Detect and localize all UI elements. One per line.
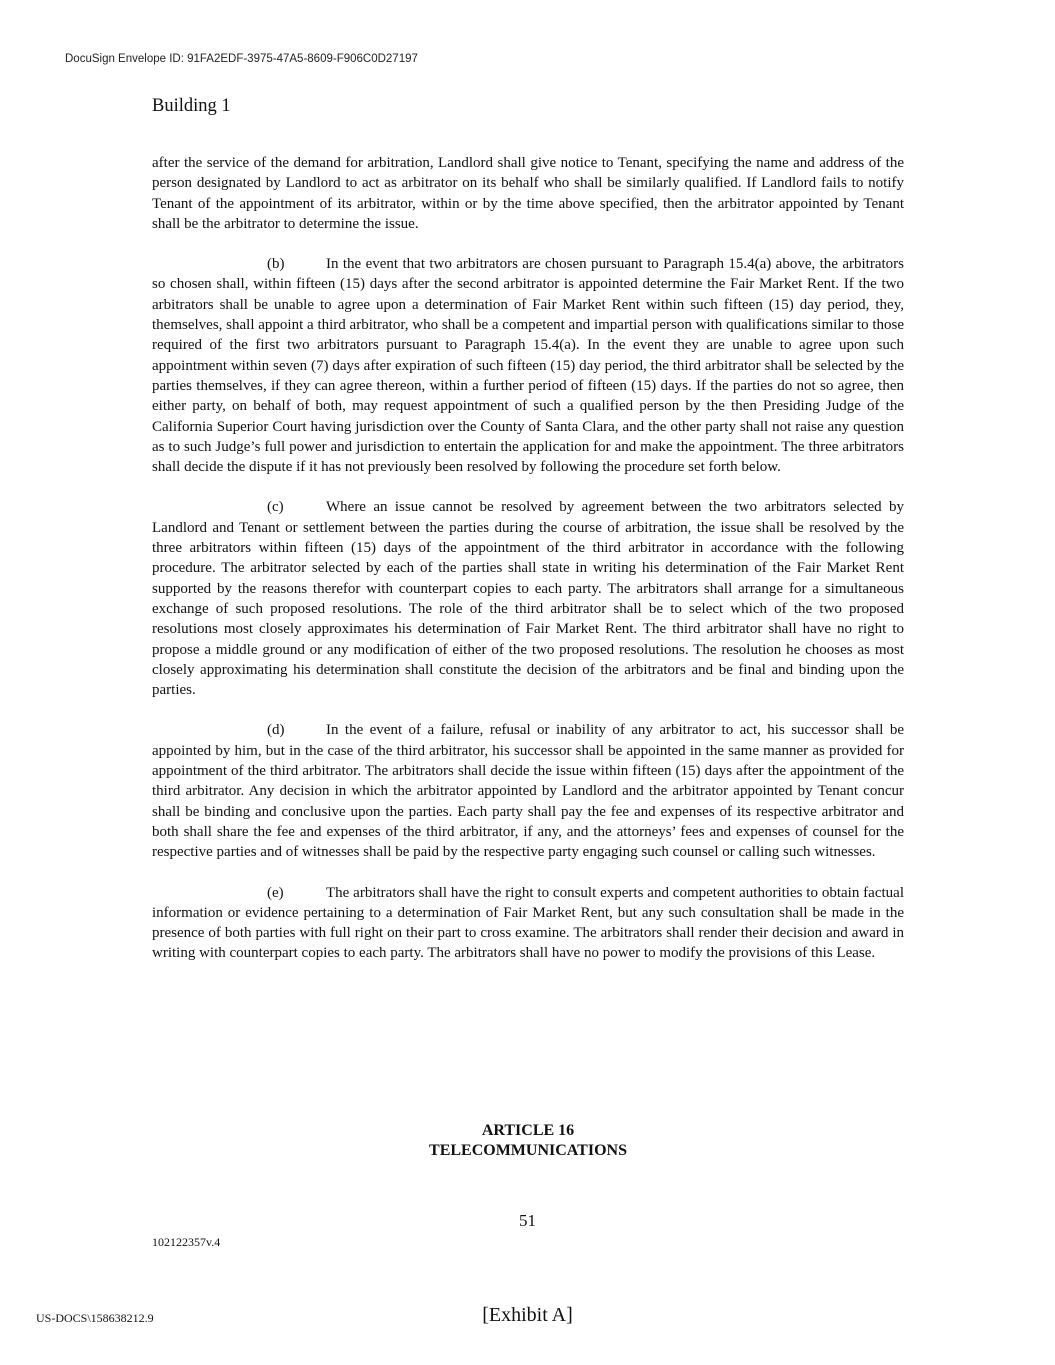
paragraph-d-text: In the event of a failure, refusal or inability of any arbitrator to act, his successor shall be appointed by him, but in the case of the third arbitrator, his successor shall be appointed in the same manner as provided for appointment of the third arbitrator. The arbitrators shall decide the issue within fifteen (15) days after the appointment of the third arbitrator. Any decision in which the arbitrator appointed by Landlord and the arbitrator appointed by Tenant concur shall be binding and conclusive upon the parties. Each party shall pay the fee and expenses of its respective arbitrator and both shall share the fee and expenses of the third arbitrator, if any, and the attorneys’ fees and expenses of counsel for the respective parties and of witnesses shall be paid by the respective party engaging such counsel or calling such witnesses. bbox=[152, 722, 904, 861]
paragraph-d bbox=[152, 720, 904, 862]
page-number: 51 bbox=[519, 1211, 536, 1230]
footer-doc-id: US-DOCS\158638212.9 bbox=[36, 1311, 154, 1325]
paragraph-e-label: (e) bbox=[267, 884, 284, 901]
paragraph-c-label: (c) bbox=[267, 499, 284, 516]
footer-exhibit-label: [Exhibit A] bbox=[482, 1304, 573, 1326]
paragraph-intro: after the service of the demand for arbitration, Landlord shall give notice to Tenant, specifying the name and address of the person designated by Landlord to act as arbitrator on its behalf who shall be similarly qualified. If Landlord fails to notify Tenant of the appointment of its arbitrator, within or by the time above specified, then the arbitrator appointed by Tenant shall be the arbitrator to determine the issue. bbox=[152, 155, 904, 232]
docusign-envelope-id: DocuSign Envelope ID: 91FA2EDF-3975-47A5-8609-F906C0D27197 bbox=[65, 53, 418, 65]
paragraph-b bbox=[152, 254, 904, 477]
paragraph-c bbox=[152, 497, 904, 700]
document-body bbox=[152, 153, 904, 984]
article-title: TELECOMMUNICATIONS bbox=[429, 1142, 627, 1159]
article-number: ARTICLE 16 bbox=[481, 1122, 575, 1139]
paragraph-b-text: In the event that two arbitrators are chosen pursuant to Paragraph 15.4(a) above, the arbitrators so chosen shall, within fifteen (15) days after the second arbitrator is appointed determine the Fair Market Rent. If the two arbitrators shall be unable to agree upon a determination of Fair Market Rent within such fifteen (15) day period, they, themselves, shall appoint a third arbitrator, who shall be a competent and impartial person with qualifications similar to those required of the first two arbitrators pursuant to Paragraph 15.4(a). In the event they are unable to agree upon such appointment within seven (7) days after expiration of such fifteen (15) day period, the third arbitrator shall be selected by the parties themselves, if they can agree thereon, within a further period of fifteen (15) days. If the parties do not so agree, then either party, on behalf of both, may request appointment of such a qualified person by the then Presiding Judge of the California Superior Court having jurisdiction over the County of Santa Clara, and the other party shall not raise any question as to such Judge’s full power and jurisdiction to entertain the application for and make the appointment. The three arbitrators shall decide the dispute if it has not previously been resolved by following the procedure set forth below. bbox=[152, 256, 904, 476]
document-version: 102122357v.4 bbox=[152, 1235, 221, 1249]
article-heading bbox=[152, 1121, 904, 1161]
page-header-title: Building 1 bbox=[152, 96, 231, 116]
paragraph-d-label: (d) bbox=[267, 722, 285, 739]
paragraph-c-text: Where an issue cannot be resolved by agreement between the two arbitrators selected by Landlord and Tenant or settlement between the parties during the course of arbitration, the issue shall be resolved by the three arbitrators within fifteen (15) days of the appointment of the third arbitrator in accordance with the following procedure. The arbitrator selected by each of the parties shall state in writing his determination of the Fair Market Rent supported by the reasons therefor with counterpart copies to each party. The arbitrators shall arrange for a simultaneous exchange of such proposed resolutions. The role of the third arbitrator shall be to select which of the two proposed resolutions most closely approximates his determination of Fair Market Rent. The third arbitrator shall have no right to propose a middle ground or any modification of either of the two proposed resolutions. The resolution he chooses as most closely approximating his determination shall constitute the decision of the arbitrators and be final and binding upon the parties. bbox=[152, 499, 904, 699]
paragraph-b-label: (b) bbox=[267, 256, 285, 273]
paragraph-e bbox=[152, 883, 904, 964]
paragraph-e-text: The arbitrators shall have the right to consult experts and competent authorities to obtain factual information or evidence pertaining to a determination of Fair Market Rent, but any such consultation shall be made in the presence of both parties with full right on their part to cross examine. The arbitrators shall render their decision and award in writing with counterpart copies to each party. The arbitrators shall have no power to modify the provisions of this Lease. bbox=[152, 884, 904, 962]
